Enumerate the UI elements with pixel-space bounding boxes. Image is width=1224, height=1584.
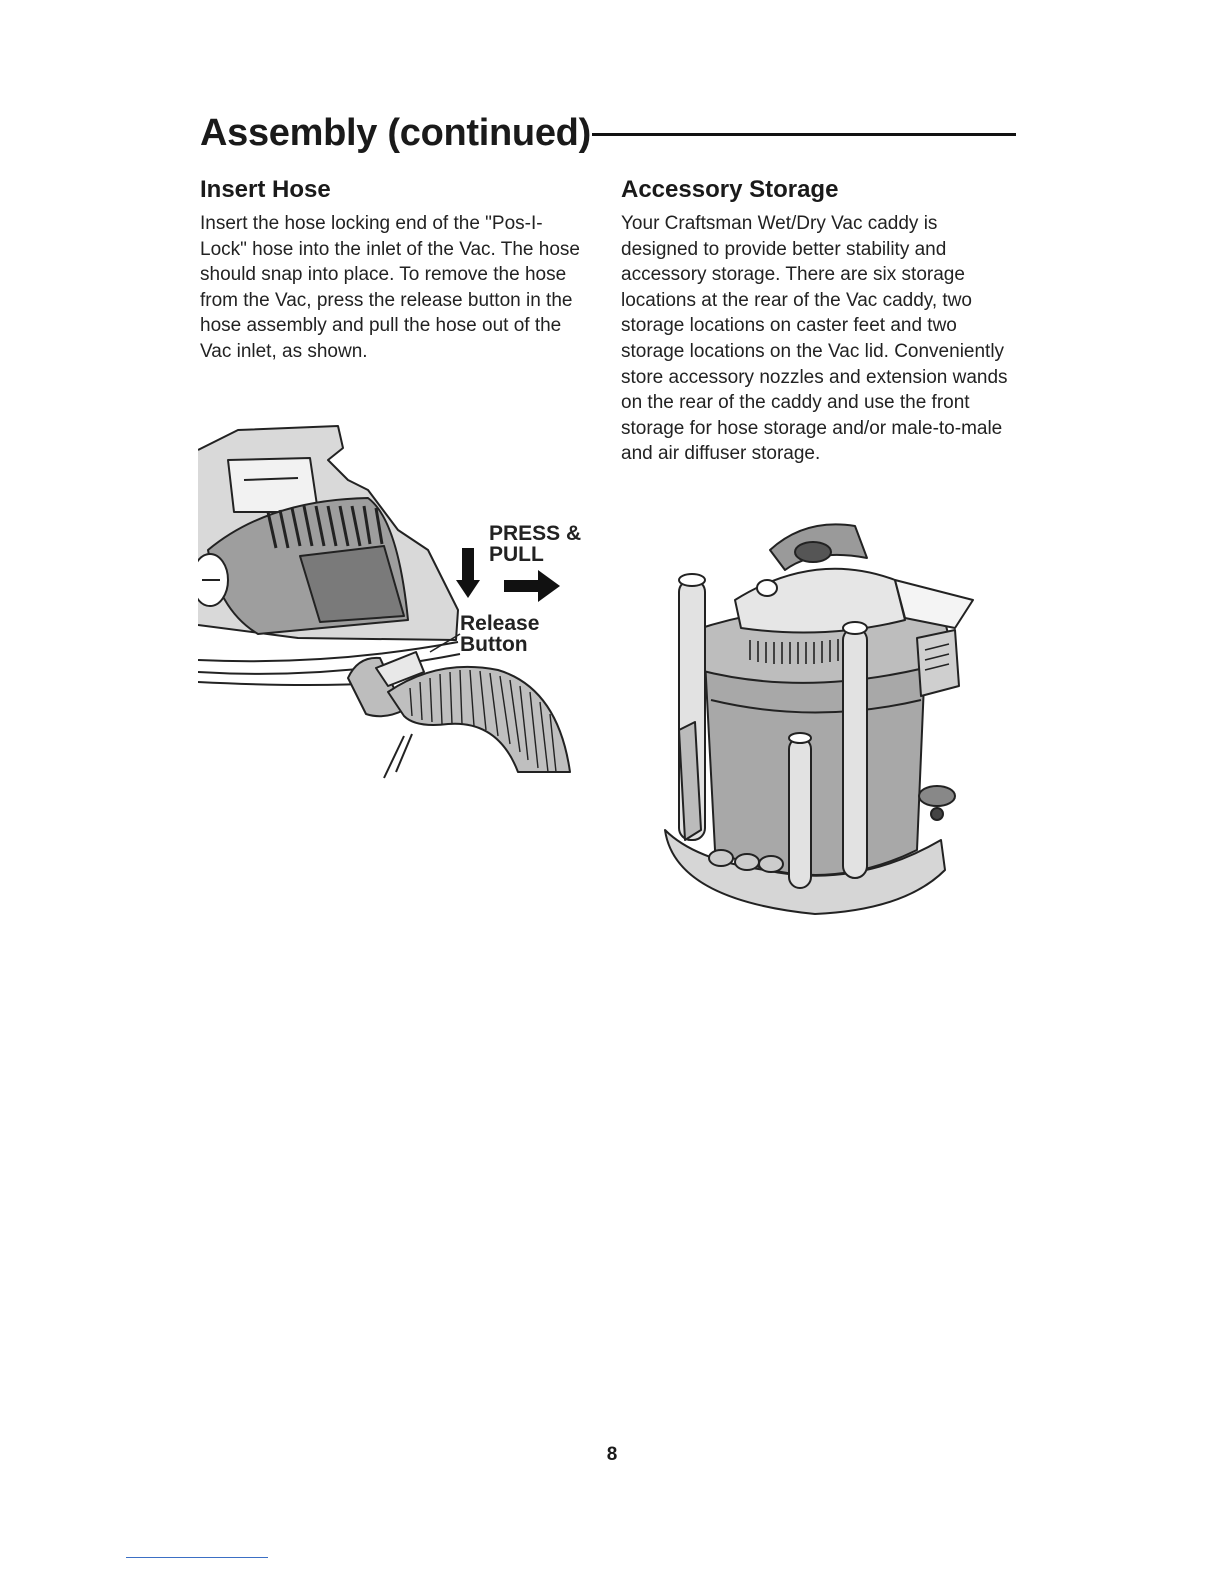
pull-callout: PULL	[489, 543, 544, 566]
release-callout: Release	[460, 612, 540, 635]
page-title: Assembly (continued)	[200, 112, 591, 154]
page-number: 8	[606, 1444, 618, 1465]
insert-hose-body: Insert the hose locking end of the "Pos-I-Lock" hose into the inlet of the Vac. The hose should snap into place. To remove the hose from the Vac, press the release button in the hose assembly and pull the hose out of the Vac inlet, as shown.	[200, 213, 580, 362]
press-callout: PRESS &	[489, 522, 582, 545]
accessory-storage-heading: Accessory Storage	[621, 176, 839, 203]
footer-rule	[126, 1557, 268, 1558]
accessory-storage-body: Your Craftsman Wet/Dry Vac caddy is designed to provide better stability and accessory storage. There are six storage locations at the rear of the Vac caddy, two storage locations on caster feet and two storage locations on the Vac lid. Conveniently store accessory nozzles and extension wands on the rear of the caddy and use the front storage for hose storage and/or male-to-male and air diffuser storage.	[621, 213, 1008, 465]
vac-caddy-illustration	[655, 510, 975, 930]
hose-insertion-illustration	[198, 420, 590, 780]
button-callout: Button	[460, 633, 528, 656]
insert-hose-heading: Insert Hose	[200, 176, 331, 203]
title-rule	[592, 133, 1016, 136]
